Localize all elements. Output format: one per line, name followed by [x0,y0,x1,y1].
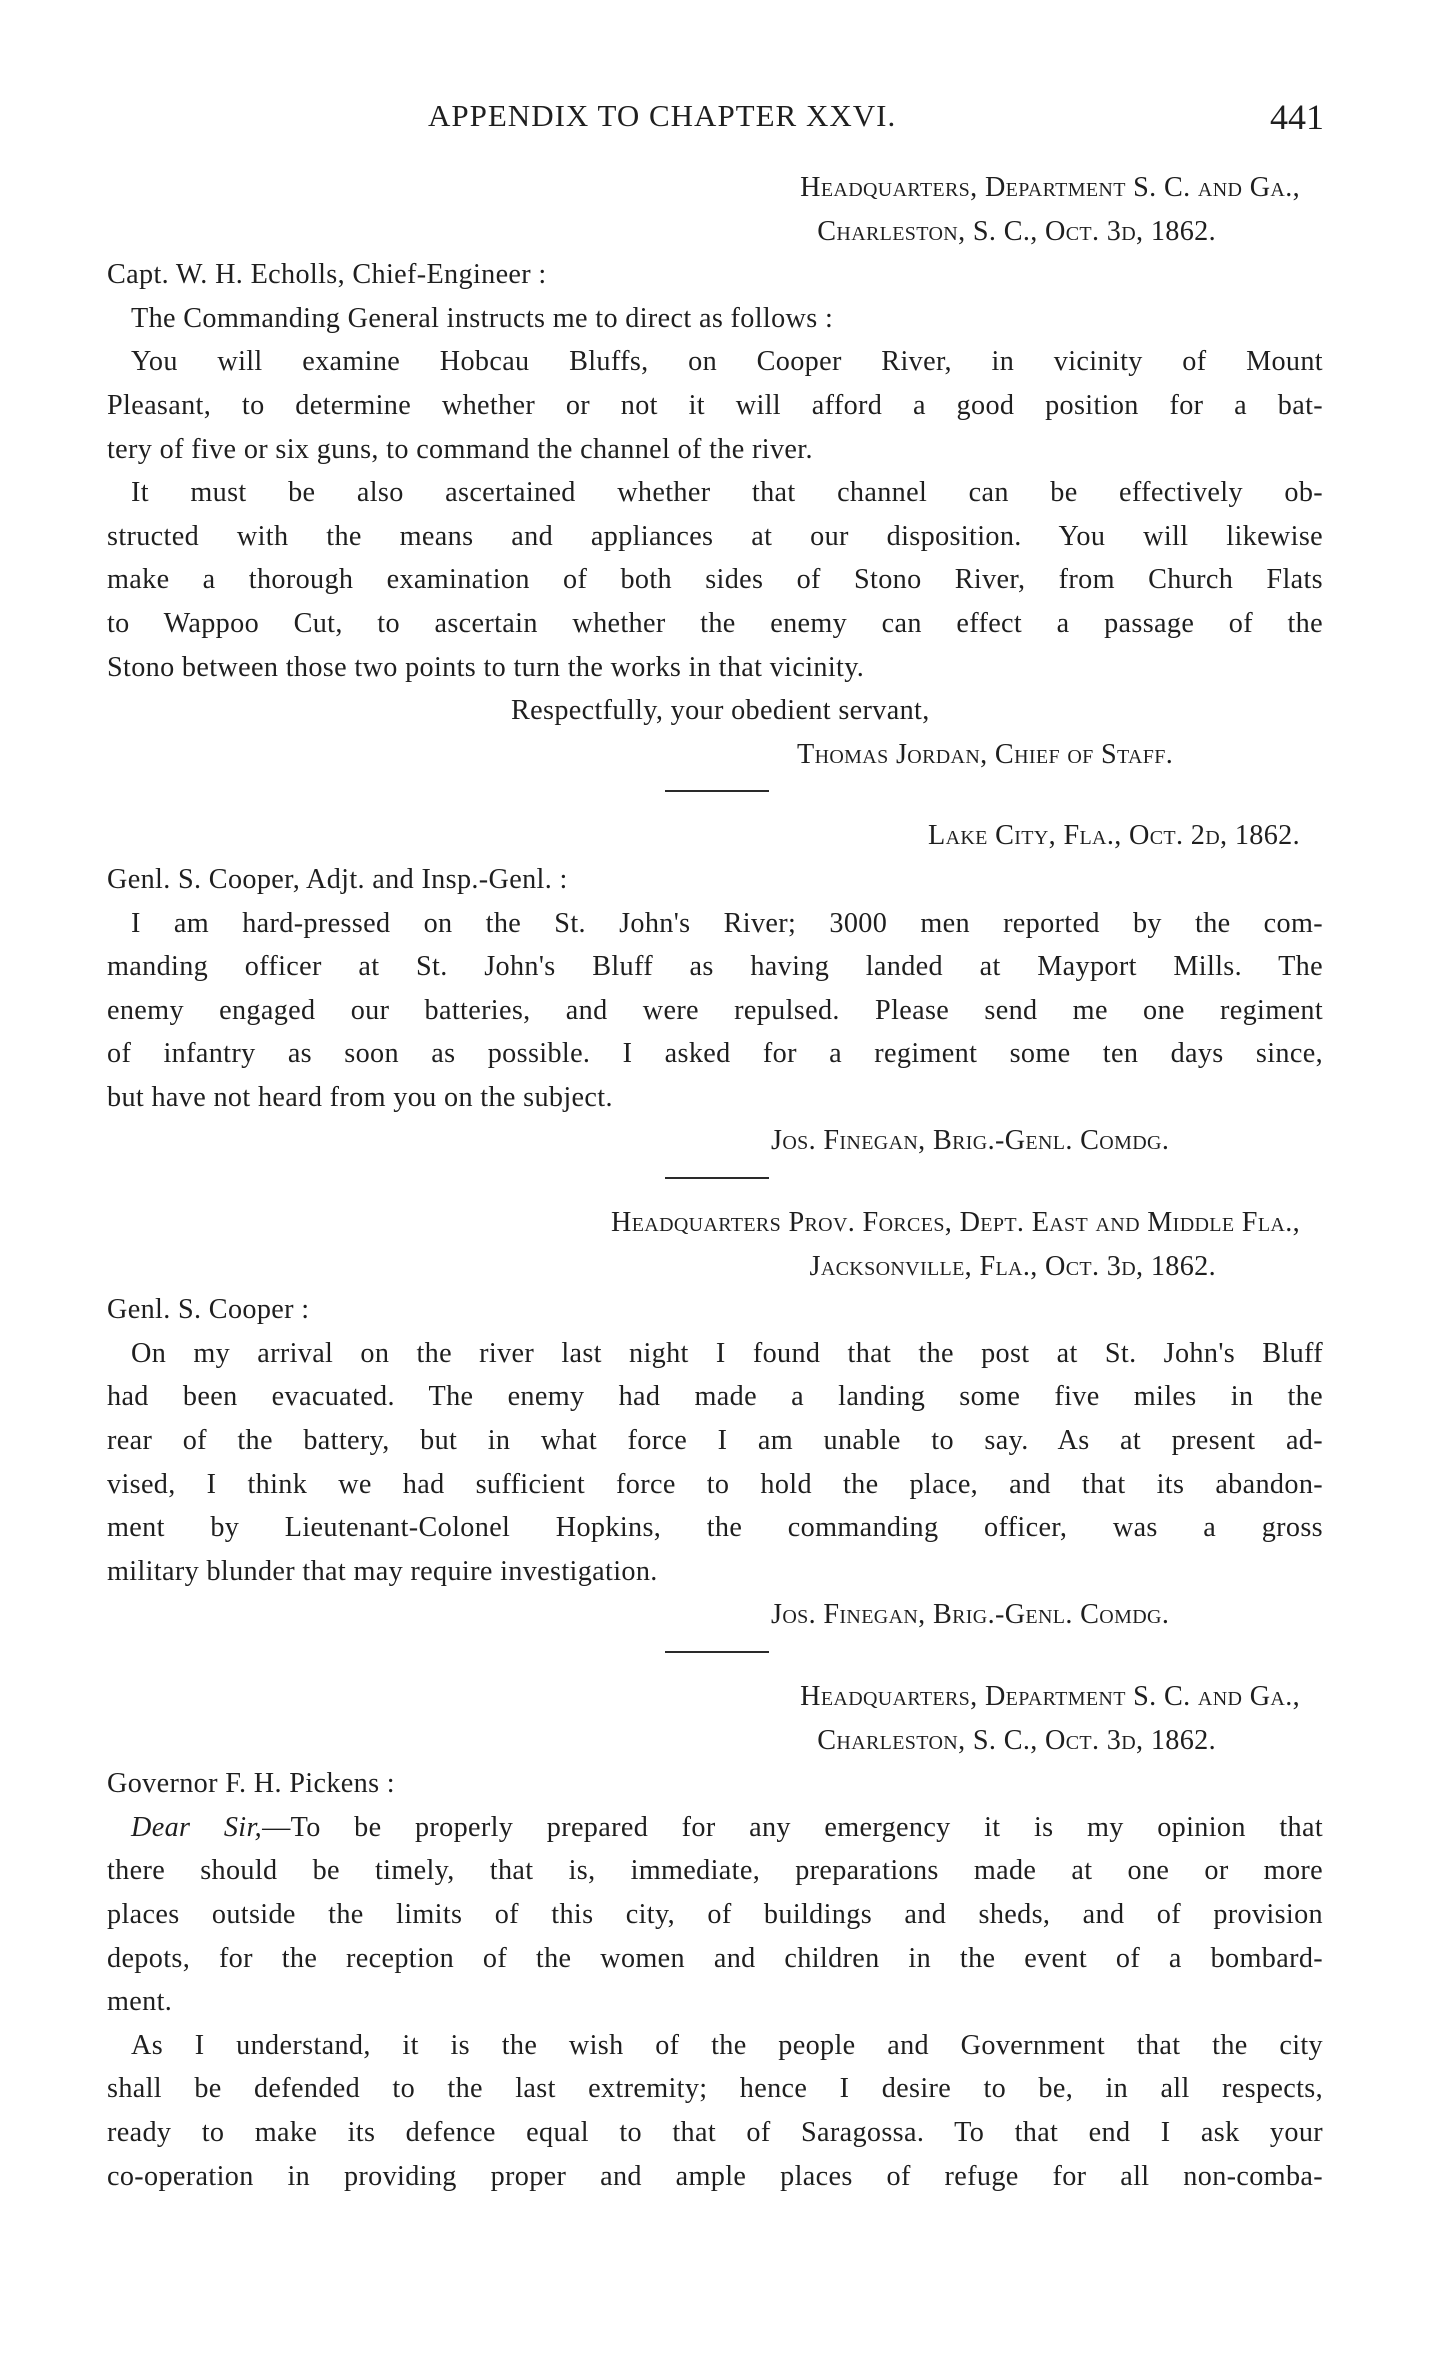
letter-cooper-1 [107,814,1323,1163]
text-line: military blunder that may require investigation. [107,1555,658,1587]
letter-heading-line: Charleston, S. C., Oct. 3d, 1862. [817,1724,1216,1756]
letter-heading-line: Headquarters Prov. Forces, Dept. East and Middle Fla., [611,1207,1300,1239]
text-line: The Commanding General instructs me to direct as follows : [131,302,834,334]
text-line: make a thorough examination of both sides of Stono River, from Church Flats [107,564,1323,596]
letter-heading-line: Jacksonville, Fla., Oct. 3d, 1862. [809,1250,1216,1282]
text-line: structed with the means and appliances at our disposition. You will likewise [107,520,1323,552]
text-line: places outside the limits of this city, of buildings and sheds, and of provision [107,1898,1323,1930]
text-line: shall be defended to the last extremity; hence I desire to be, in all respects, [107,2073,1323,2105]
text-line: ment by Lieutenant-Colonel Hopkins, the commanding officer, was a gross [107,1512,1323,1544]
greeting: Dear Sir, [131,1811,263,1843]
text-line: enemy engaged our batteries, and were repulsed. Please send me one regiment [107,994,1323,1026]
running-title: APPENDIX TO CHAPTER XXVI. [428,98,897,133]
letter-salutation: Genl. S. Cooper : [107,1294,310,1326]
letter-signature: Jos. Finegan, Brig.-Genl. Comdg. [771,1125,1170,1157]
text-line: I am hard-pressed on the St. John's River; 3000 men reported by the com- [131,907,1323,939]
text-line: ment. [107,1986,173,2018]
text-line: co-operation in providing proper and ample places of refuge for all non-comba- [107,2160,1323,2192]
text-line: to Wappoo Cut, to ascertain whether the enemy can effect a passage of the [107,607,1323,639]
letter-cooper-2 [107,1201,1323,1637]
running-header [0,98,1453,148]
page-body [107,166,1323,2198]
text-line: manding officer at St. John's Bluff as having landed at Mayport Mills. The [107,951,1323,983]
text-line: You will examine Hobcau Bluffs, on Cooper River, in vicinity of Mount [131,346,1323,378]
letter-heading-line: Lake City, Fla., Oct. 2d, 1862. [928,820,1300,852]
letter-signature: Jos. Finegan, Brig.-Genl. Comdg. [771,1599,1170,1631]
text-line: rear of the battery, but in what force I am unable to say. As at present ad- [107,1425,1323,1457]
text-line: Pleasant, to determine whether or not it will afford a good position for a bat- [107,389,1323,421]
text-line: It must be also ascertained whether that channel can be effectively ob- [131,477,1323,509]
letter-echolls [107,166,1323,776]
text-line: ready to make its defence equal to that of Saragossa. To that end I ask your [107,2116,1323,2148]
letter-salutation: Genl. S. Cooper, Adjt. and Insp.-Genl. : [107,863,568,895]
greeting-continuation: —To be properly prepared for any emergency it is my opinion that [262,1811,1323,1843]
text-line: As I understand, it is the wish of the people and Government that the city [131,2029,1323,2061]
section-divider [107,776,1323,814]
text-line: On my arrival on the river last night I found that the post at St. John's Bluff [131,1337,1323,1369]
section-divider [107,1637,1323,1675]
page-number: 441 [1270,97,1324,137]
text-line: there should be timely, that is, immediate, preparations made at one or more [107,1855,1323,1887]
text-line: but have not heard from you on the subject. [107,1081,613,1113]
text-line: vised, I think we had sufficient force to hold the place, and that its abandon- [107,1468,1323,1500]
letter-heading-line: Headquarters, Department S. C. and Ga., [800,172,1300,203]
text-line: of infantry as soon as possible. I asked for a regiment some ten days since, [107,1038,1323,1070]
text-line: Stono between those two points to turn the works in that vicinity. [107,651,865,683]
text-line: had been evacuated. The enemy had made a landing some five miles in the [107,1381,1323,1413]
text-line: depots, for the reception of the women and children in the event of a bombard- [107,1942,1323,1974]
letter-signature: Thomas Jordan, Chief of Staff. [797,738,1174,770]
text-line: tery of five or six guns, to command the channel of the river. [107,433,813,465]
letter-heading-line: Headquarters, Department S. C. and Ga., [800,1681,1300,1712]
letter-heading-line: Charleston, S. C., Oct. 3d, 1862. [817,215,1216,247]
letter-closing: Respectfully, your obedient servant, [511,695,930,727]
letter-salutation: Governor F. H. Pickens : [107,1768,395,1800]
letter-salutation: Capt. W. H. Echolls, Chief-Engineer : [107,259,547,291]
text-line [107,1806,1323,1850]
section-divider [107,1163,1323,1201]
letter-pickens [107,1675,1323,2198]
